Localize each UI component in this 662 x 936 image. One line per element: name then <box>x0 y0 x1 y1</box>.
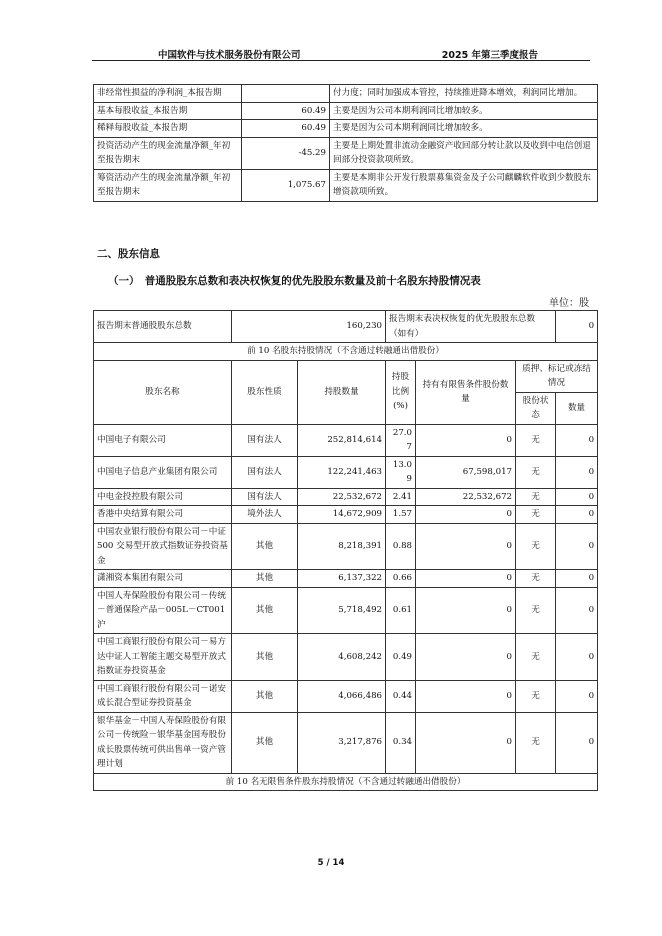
holder-shares-cell: 3,217,876 <box>298 712 386 773</box>
reason-cell: 主要是因为公司本期利润同比增加较多。 <box>330 120 598 138</box>
holder-status-cell: 无 <box>516 634 556 681</box>
company-name: 中国软件与技术服务股份有限公司 <box>158 50 301 61</box>
item-cell: 非经常性损益的净利润_本报告期 <box>94 85 242 103</box>
reason-cell: 付力度；同时加强成本管控，持续推进降本增效，利润同比增加。 <box>330 85 598 103</box>
item-cell: 投资活动产生的现金流量净额_年初至报告期末 <box>94 137 242 169</box>
holder-restricted-cell: 67,598,017 <box>416 456 516 488</box>
holder-nature-cell: 其他 <box>232 712 298 773</box>
holder-shares-cell: 122,241,463 <box>298 456 386 488</box>
holder-status-cell: 无 <box>516 424 556 456</box>
table-row <box>94 137 598 169</box>
holder-nature-cell: 国有法人 <box>232 424 298 456</box>
table-row <box>94 424 598 456</box>
table-row <box>94 488 598 506</box>
holder-restricted-cell: 0 <box>416 424 516 456</box>
summary-row <box>94 311 598 343</box>
holder-qty-cell: 0 <box>556 506 598 524</box>
holder-shares-cell: 8,218,391 <box>298 523 386 570</box>
holder-ratio-cell: 1.57 <box>386 506 416 524</box>
holder-name-cell: 中电金投控股有限公司 <box>94 488 232 506</box>
holder-shares-cell: 5,718,492 <box>298 587 386 634</box>
holder-status-cell: 无 <box>516 570 556 588</box>
holder-name-cell: 中国电子信息产业集团有限公司 <box>94 456 232 488</box>
top10-title: 前 10 名股东持股情况（不含通过转融通出借股份） <box>94 343 598 361</box>
holder-ratio-cell: 0.88 <box>386 523 416 570</box>
table-row <box>94 634 598 681</box>
col-restricted: 持有有限售条件股份数量 <box>416 360 516 424</box>
holder-name-cell: 潇湘资本集团有限公司 <box>94 570 232 588</box>
col-qty: 数量 <box>556 392 598 424</box>
holder-qty-cell: 0 <box>556 634 598 681</box>
holder-restricted-cell: 0 <box>416 570 516 588</box>
holder-name-cell: 中国电子有限公司 <box>94 424 232 456</box>
reason-cell: 主要是本期非公开发行股票募集资金及子公司麒麟软件收到少数股东增资款项所致。 <box>330 169 598 201</box>
holder-status-cell: 无 <box>516 488 556 506</box>
holder-shares-cell: 22,532,672 <box>298 488 386 506</box>
holder-name-cell: 香港中央结算有限公司 <box>94 506 232 524</box>
page-number: 5 / 14 <box>317 858 345 868</box>
holder-nature-cell: 其他 <box>232 587 298 634</box>
holder-nature-cell: 其他 <box>232 570 298 588</box>
table-row <box>94 456 598 488</box>
holder-nature-cell: 国有法人 <box>232 456 298 488</box>
holder-ratio-cell: 2.41 <box>386 488 416 506</box>
col-pledge: 质押、标记或冻结情况 <box>516 360 598 392</box>
holder-nature-cell: 境外法人 <box>232 506 298 524</box>
holder-ratio-cell: 27.07 <box>386 424 416 456</box>
holder-ratio-cell: 13.09 <box>386 456 416 488</box>
item-cell: 筹资活动产生的现金流量净额_年初至报告期末 <box>94 169 242 201</box>
holder-name-cell: 中国农业银行股份有限公司－中证 500 交易型开放式指数证券投资基金 <box>94 523 232 570</box>
col-status: 股份状态 <box>516 392 556 424</box>
holder-status-cell: 无 <box>516 712 556 773</box>
table-row <box>94 523 598 570</box>
holder-restricted-cell: 0 <box>416 634 516 681</box>
holder-shares-cell: 252,814,614 <box>298 424 386 456</box>
holder-qty-cell: 0 <box>556 587 598 634</box>
holder-name-cell: 中国工商银行股份有限公司－诺安成长混合型证券投资基金 <box>94 680 232 712</box>
section-title: 二、股东信息 <box>97 248 160 260</box>
holder-qty-cell: 0 <box>556 456 598 488</box>
value-cell: 1,075.67 <box>242 169 330 201</box>
unit-label: 单位：股 <box>549 298 589 309</box>
col-name: 股东名称 <box>94 360 232 424</box>
report-title: 2025 年第三季度报告 <box>441 50 538 61</box>
holder-restricted-cell: 0 <box>416 587 516 634</box>
table-row <box>94 587 598 634</box>
holder-status-cell: 无 <box>516 523 556 570</box>
col-ratio: 持股比例(%) <box>386 360 416 424</box>
holder-shares-cell: 14,672,909 <box>298 506 386 524</box>
change-reasons-table <box>93 84 598 202</box>
holder-ratio-cell: 0.66 <box>386 570 416 588</box>
shareholders-table <box>93 310 598 791</box>
holder-status-cell: 无 <box>516 587 556 634</box>
holder-shares-cell: 6,137,322 <box>298 570 386 588</box>
holder-qty-cell: 0 <box>556 523 598 570</box>
pref-label: 报告期末表决权恢复的优先股股东总数（如有） <box>386 311 556 343</box>
item-cell: 基本每股收益_本报告期 <box>94 102 242 120</box>
holder-ratio-cell: 0.34 <box>386 712 416 773</box>
holder-status-cell: 无 <box>516 680 556 712</box>
table-row <box>94 120 598 138</box>
col-nature: 股东性质 <box>232 360 298 424</box>
value-cell: -45.29 <box>242 137 330 169</box>
holder-qty-cell: 0 <box>556 424 598 456</box>
holder-qty-cell: 0 <box>556 570 598 588</box>
holder-qty-cell: 0 <box>556 488 598 506</box>
table-row <box>94 570 598 588</box>
holder-name-cell: 银华基金－中国人寿保险股份有限公司－传统险－银华基金国寿股份成长股票传统可供出售单一资产管理计划 <box>94 712 232 773</box>
holder-nature-cell: 国有法人 <box>232 488 298 506</box>
holder-restricted-cell: 0 <box>416 506 516 524</box>
subsection-title: （一） 普通股股东总数和表决权恢复的优先股股东数量及前十名股东持股情况表 <box>108 275 481 287</box>
value-cell <box>242 85 330 103</box>
title-row <box>94 773 598 791</box>
holder-shares-cell: 4,066,486 <box>298 680 386 712</box>
page-header <box>92 40 590 61</box>
holder-restricted-cell: 0 <box>416 680 516 712</box>
header-row <box>94 360 598 392</box>
holder-ratio-cell: 0.44 <box>386 680 416 712</box>
total-label: 报告期末普通股股东总数 <box>94 311 232 343</box>
holder-ratio-cell: 0.49 <box>386 634 416 681</box>
item-cell: 稀释每股收益_本报告期 <box>94 120 242 138</box>
holder-ratio-cell: 0.61 <box>386 587 416 634</box>
reason-cell: 主要是因为公司本期利润同比增加较多。 <box>330 102 598 120</box>
holder-shares-cell: 4,608,242 <box>298 634 386 681</box>
holder-qty-cell: 0 <box>556 680 598 712</box>
holder-status-cell: 无 <box>516 456 556 488</box>
table-row <box>94 712 598 773</box>
table-row <box>94 506 598 524</box>
pref-value: 0 <box>556 311 598 343</box>
table-row <box>94 680 598 712</box>
table-row <box>94 85 598 103</box>
bottom-title: 前 10 名无限售条件股东持股情况（不含通过转融通出借股份） <box>94 773 598 791</box>
value-cell: 60.49 <box>242 120 330 138</box>
holder-nature-cell: 其他 <box>232 634 298 681</box>
col-shares: 持股数量 <box>298 360 386 424</box>
holder-restricted-cell: 0 <box>416 712 516 773</box>
holder-restricted-cell: 0 <box>416 523 516 570</box>
reason-cell: 主要是上期处置非流动金融资产收回部分转让款以及收到中电信创退回部分投资款项所致。 <box>330 137 598 169</box>
table-row <box>94 102 598 120</box>
value-cell: 60.49 <box>242 102 330 120</box>
holder-name-cell: 中国人寿保险股份有限公司－传统－普通保险产品－005L－CT001 沪 <box>94 587 232 634</box>
holder-status-cell: 无 <box>516 506 556 524</box>
total-value: 160,230 <box>232 311 386 343</box>
holder-qty-cell: 0 <box>556 712 598 773</box>
holder-restricted-cell: 22,532,672 <box>416 488 516 506</box>
title-row <box>94 343 598 361</box>
table-row <box>94 169 598 201</box>
holder-name-cell: 中国工商银行股份有限公司－易方达中证人工智能主题交易型开放式指数证券投资基金 <box>94 634 232 681</box>
holder-nature-cell: 其他 <box>232 680 298 712</box>
holder-nature-cell: 其他 <box>232 523 298 570</box>
